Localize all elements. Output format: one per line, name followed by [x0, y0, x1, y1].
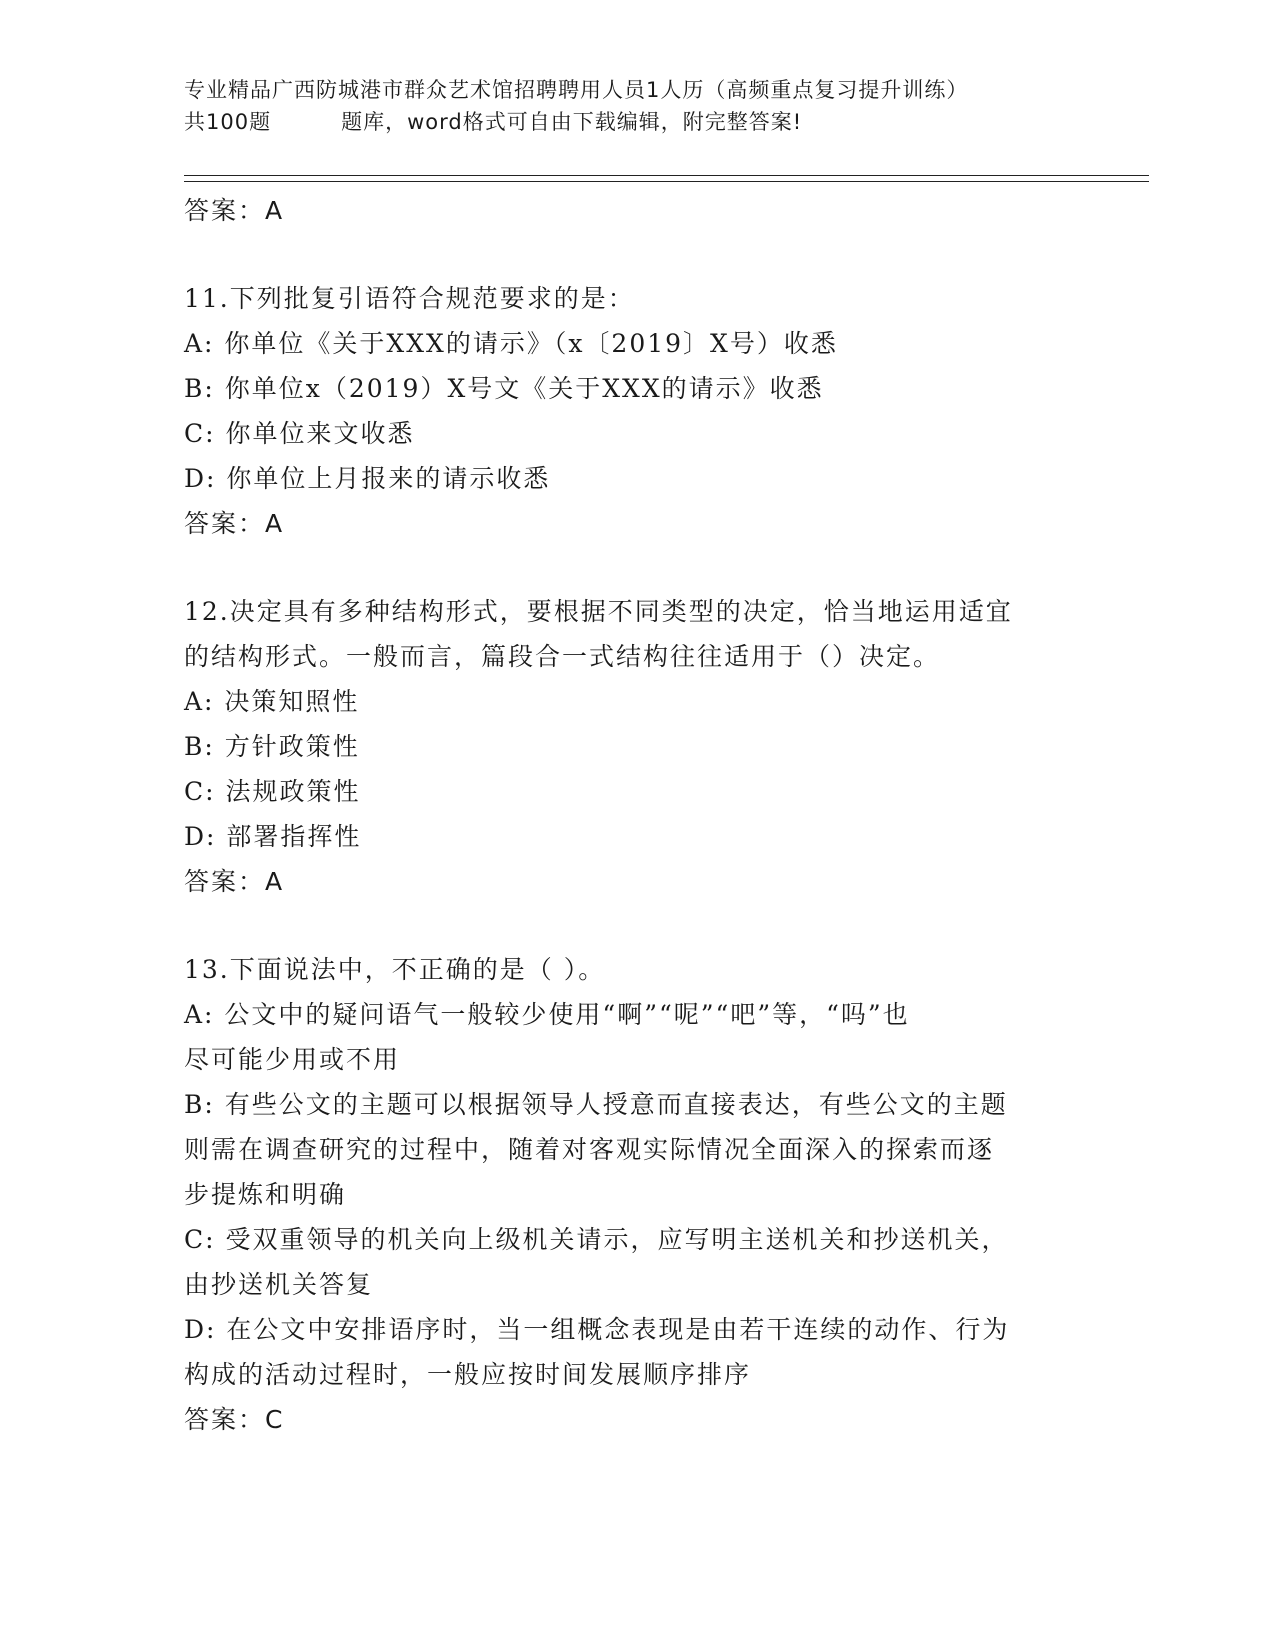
header-description: 题库，word格式可自由下载编辑，附完整答案! [341, 110, 803, 134]
answer-option: D: 在公文中安排语序时，当一组概念表现是由若干连续的动作、行为 [184, 1315, 1010, 1344]
previous-answer: 答案：A [184, 196, 285, 225]
question-stem: 11.下列批复引语符合规范要求的是： [184, 284, 635, 313]
answer-option: 则需在调查研究的过程中，随着对客观实际情况全面深入的探索而逐 [184, 1135, 995, 1164]
answer-option: D: 你单位上月报来的请示收悉 [184, 464, 551, 493]
answer-option: D: 部署指挥性 [184, 822, 362, 851]
header-question-count: 共100题 [184, 110, 272, 134]
answer-option: 构成的活动过程时，一般应按时间发展顺序排序 [184, 1360, 752, 1389]
question-stem: 12.决定具有多种结构形式，要根据不同类型的决定，恰当地运用适宜 [184, 597, 1013, 626]
question-block [184, 947, 1084, 1442]
question-stem: 13.下面说法中，不正确的是（ ）。 [184, 955, 606, 984]
question-spacer [184, 904, 1084, 947]
answer-option: C: 受双重领导的机关向上级机关请示，应写明主送机关和抄送机关， [184, 1225, 1009, 1254]
answer-option: A: 你单位《关于XXX的请示》（x〔2019〕X号）收悉 [184, 329, 838, 358]
answer-key: 答案：A [184, 867, 285, 896]
answer-option: C: 你单位来文收悉 [184, 419, 415, 448]
answer-option: 由抄送机关答复 [184, 1270, 374, 1299]
answer-key: 答案：C [184, 1405, 285, 1434]
question-spacer [184, 546, 1084, 589]
answer-option: C: 法规政策性 [184, 777, 361, 806]
question-block [184, 276, 1084, 546]
question-block [184, 589, 1084, 904]
answer-option: B: 方针政策性 [184, 732, 360, 761]
answer-option: B: 你单位x（2019）X号文《关于XXX的请示》收悉 [184, 374, 824, 403]
answer-option: A: 公文中的疑问语气一般较少使用“啊”“呢”“吧”等，“吗”也 [184, 1000, 910, 1029]
answer-key: 答案：A [184, 509, 285, 538]
answer-option: 步提炼和明确 [184, 1180, 347, 1209]
page-header [184, 74, 1084, 138]
question-stem: 的结构形式。一般而言，篇段合一式结构往往适用于（）决定。 [184, 642, 941, 671]
header-title-line: 专业精品广西防城港市群众艺术馆招聘聘用人员1人历（高频重点复习提升训练） [184, 78, 969, 102]
header-divider-top [184, 175, 1149, 176]
question-spacer [184, 233, 1084, 276]
answer-option: B: 有些公文的主题可以根据领导人授意而直接表达，有些公文的主题 [184, 1090, 1008, 1119]
answer-option: A: 决策知照性 [184, 687, 360, 716]
question-list [184, 188, 1084, 1442]
answer-option: 尽可能少用或不用 [184, 1045, 401, 1074]
header-divider-bottom [184, 181, 1149, 182]
